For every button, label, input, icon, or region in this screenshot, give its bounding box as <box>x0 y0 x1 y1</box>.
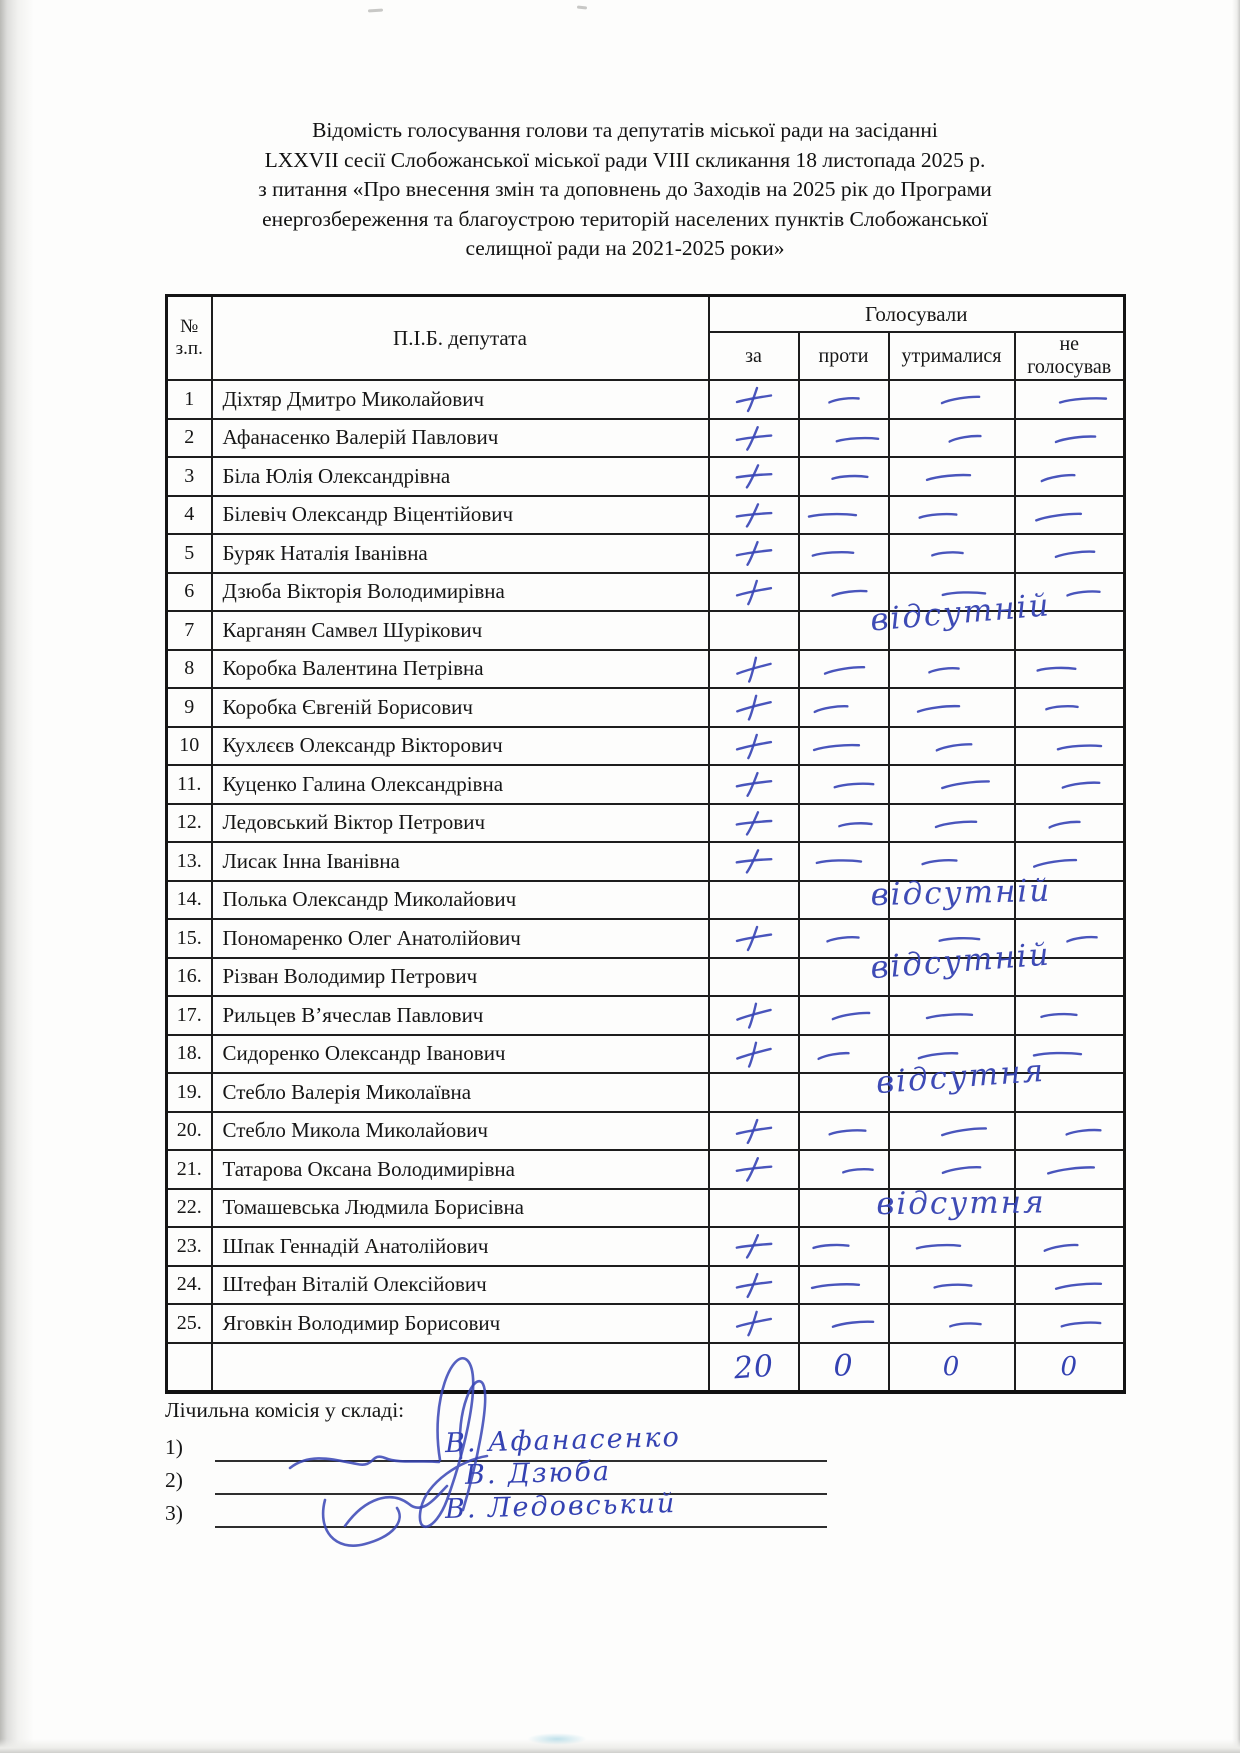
vote-dash-mark <box>933 738 974 753</box>
vote-dash-mark <box>1039 1007 1080 1022</box>
cell-za <box>709 573 799 612</box>
title-line: з питання «Про внесення змін та доповнень до Заходів на 2025 рік до Програми <box>258 177 992 201</box>
cell-za <box>709 1189 799 1228</box>
deputy-name: Дзюба Вікторія Володимирівна <box>212 573 709 612</box>
vote-plus-mark <box>732 1231 774 1262</box>
row-number: 19. <box>167 1073 212 1112</box>
table-row <box>167 534 1125 573</box>
total-utrymalysia: 0 <box>889 1343 1015 1392</box>
header-deputy-name: П.І.Б. депутата <box>212 296 709 381</box>
scan-smudge <box>527 1733 587 1745</box>
deputy-name: Штефан Віталій Олексійович <box>212 1266 709 1305</box>
scan-artifact <box>577 5 587 9</box>
cell-proty <box>799 650 889 689</box>
cell-utrymalysia <box>889 496 1015 535</box>
vote-dash-mark <box>1064 1124 1103 1137</box>
row-number: 22. <box>167 1189 212 1228</box>
table-row <box>167 419 1125 458</box>
commission-member-line <box>165 1487 885 1532</box>
vote-dash-mark <box>829 469 870 484</box>
cell-utrymalysia <box>889 1150 1015 1189</box>
vote-dash-mark <box>811 739 862 753</box>
cell-proty <box>799 1266 889 1305</box>
document-title <box>150 116 1100 264</box>
deputy-name: Шпак Геннадій Анатолійович <box>212 1227 709 1266</box>
title-line: енергозбереження та благоустрою територій населених пунктів Слобожанської <box>262 206 988 231</box>
vote-dash-mark <box>1039 470 1078 485</box>
vote-dash-mark <box>924 470 973 484</box>
cell-za <box>709 881 799 920</box>
cell-proty <box>799 587 1052 650</box>
vote-dash-mark <box>834 431 881 446</box>
cell-utrymalysia <box>889 765 1015 804</box>
vote-dash-mark <box>938 1122 989 1138</box>
cell-ne-holosuvav <box>1015 1227 1125 1266</box>
table-row <box>167 1112 1125 1151</box>
table-row <box>167 457 1125 496</box>
counting-commission <box>165 1398 885 1532</box>
vote-plus-mark <box>733 423 775 453</box>
deputy-name: Діхтяр Дмитро Миколайович <box>212 380 709 419</box>
vote-plus-mark <box>732 807 774 838</box>
cell-za <box>709 380 799 419</box>
cell-proty <box>799 1183 1046 1228</box>
cell-za <box>709 534 799 573</box>
cell-ne-holosuvav <box>1015 996 1125 1035</box>
absent-note: відсутній <box>868 587 1052 639</box>
vote-plus-mark <box>733 731 774 760</box>
cell-proty <box>799 1304 889 1343</box>
table-row <box>167 1304 1125 1343</box>
table-row <box>167 1150 1125 1189</box>
row-number: 10 <box>167 727 212 766</box>
table-row <box>167 496 1125 535</box>
cell-ne-holosuvav <box>1015 457 1125 496</box>
vote-dash-mark <box>1053 1278 1104 1292</box>
scan-edge-right <box>1232 0 1240 1753</box>
vote-dash-mark <box>916 508 958 522</box>
cell-za <box>709 804 799 843</box>
cell-za <box>709 1227 799 1266</box>
row-number: 18. <box>167 1035 212 1074</box>
table-row <box>167 1266 1125 1305</box>
vote-dash-mark <box>811 701 850 716</box>
deputy-name: Кухлєєв Олександр Вікторович <box>212 727 709 766</box>
cell-za <box>709 419 799 458</box>
vote-plus-mark <box>732 999 774 1031</box>
absent-note: відсутній <box>869 872 1052 913</box>
total-ne-holosuvav: 0 <box>1015 1343 1125 1392</box>
vote-dash-mark <box>932 816 978 830</box>
row-number: 3 <box>167 457 212 496</box>
vote-dash-mark <box>813 853 864 869</box>
header-ne-holosuvav: не голосував <box>1015 332 1125 380</box>
member-number: 1) <box>165 1435 183 1459</box>
cell-za <box>709 842 799 881</box>
cell-utrymalysia <box>889 419 1015 458</box>
vote-dash-mark <box>946 430 983 445</box>
vote-plus-mark <box>733 1270 774 1299</box>
vote-plus-mark <box>733 538 774 568</box>
vote-dash-mark <box>1045 1162 1098 1177</box>
member-number: 2) <box>165 1468 183 1492</box>
row-number: 2 <box>167 419 212 458</box>
absent-note: відсутня <box>875 1183 1046 1222</box>
cell-proty <box>799 688 889 727</box>
cell-za <box>709 727 799 766</box>
vote-dash-mark <box>840 1163 875 1178</box>
vote-dash-mark <box>816 1047 852 1062</box>
absent-note: відсутня <box>874 1052 1046 1102</box>
table-row <box>167 1227 1125 1266</box>
vote-dash-mark <box>809 546 855 560</box>
cell-utrymalysia <box>889 380 1015 419</box>
cell-ne-holosuvav <box>1015 496 1125 535</box>
cell-utrymalysia <box>889 1112 1015 1151</box>
row-number: 5 <box>167 534 212 573</box>
cell-utrymalysia <box>889 727 1015 766</box>
row-number: 14. <box>167 881 212 920</box>
row-number: 13. <box>167 842 212 881</box>
cell-ne-holosuvav <box>1015 765 1125 804</box>
row-number: 7 <box>167 611 212 650</box>
cell-ne-holosuvav <box>1015 650 1125 689</box>
cell-ne-holosuvav <box>1015 534 1125 573</box>
cell-utrymalysia <box>889 688 1015 727</box>
signature-name: В. Ледовський <box>444 1487 677 1526</box>
vote-dash-mark <box>806 506 860 522</box>
table-row <box>167 611 1125 650</box>
deputy-name: Карганян Самвел Шурікович <box>212 611 709 650</box>
header-proty: проти <box>799 332 889 380</box>
cell-ne-holosuvav <box>1015 419 1125 458</box>
vote-dash-mark <box>915 701 962 716</box>
vote-dash-mark <box>940 1162 984 1177</box>
deputy-name: Лисак Інна Іванівна <box>212 842 709 881</box>
vote-plus-mark <box>733 1154 775 1185</box>
cell-utrymalysia <box>889 1304 1015 1343</box>
deputy-name: Куценко Галина Олександрівна <box>212 765 709 804</box>
scan-edge-bottom <box>0 1739 1240 1753</box>
vote-plus-mark <box>734 385 774 413</box>
cell-utrymalysia <box>889 650 1015 689</box>
deputy-name: Коробка Євгеній Борисович <box>212 688 709 727</box>
cell-utrymalysia <box>889 457 1015 496</box>
cell-za <box>709 1112 799 1151</box>
cell-utrymalysia <box>889 804 1015 843</box>
cell-ne-holosuvav <box>1015 1150 1125 1189</box>
cell-utrymalysia <box>889 996 1015 1035</box>
cell-proty <box>799 804 889 843</box>
cell-ne-holosuvav <box>1015 1112 1125 1151</box>
vote-dash-mark <box>1031 854 1080 870</box>
vote-dash-mark <box>1032 508 1084 524</box>
member-number: 3) <box>165 1501 183 1525</box>
cell-proty <box>799 872 1052 920</box>
cell-ne-holosuvav <box>1015 727 1125 766</box>
vote-dash-mark <box>1055 739 1104 753</box>
vote-plus-mark <box>733 769 774 799</box>
header-utrymalysia: утрималися <box>889 332 1015 380</box>
vote-plus-mark <box>733 577 774 606</box>
vote-dash-mark <box>939 391 983 407</box>
cell-za <box>709 611 799 650</box>
cell-za <box>709 1266 799 1305</box>
row-number: 16. <box>167 958 212 997</box>
deputy-name: Буряк Наталія Іванівна <box>212 534 709 573</box>
vote-dash-mark <box>827 1124 868 1137</box>
vote-dash-mark <box>948 1317 984 1332</box>
vote-dash-mark <box>924 1009 975 1023</box>
table-row <box>167 1073 1125 1112</box>
deputy-name: Білевіч Олександр Віцентійович <box>212 496 709 535</box>
deputy-name: Коробка Валентина Петрівна <box>212 650 709 689</box>
cell-proty <box>799 765 889 804</box>
deputy-name: Біла Юлія Олександрівна <box>212 457 709 496</box>
row-number: 15. <box>167 919 212 958</box>
vote-dash-mark <box>1053 546 1097 560</box>
cell-za <box>709 765 799 804</box>
table-row <box>167 1189 1125 1228</box>
cell-za <box>709 457 799 496</box>
vote-dash-mark <box>930 546 966 561</box>
vote-plus-mark <box>732 1038 774 1070</box>
vote-dash-mark <box>1046 816 1082 831</box>
cell-proty <box>799 935 1052 997</box>
cell-ne-holosuvav <box>1015 804 1125 843</box>
vote-dash-mark <box>824 932 860 945</box>
row-number: 20. <box>167 1112 212 1151</box>
voting-table <box>165 294 1126 1394</box>
vote-dash-mark <box>939 776 993 792</box>
cell-za <box>709 919 799 958</box>
totals-empty-num <box>167 1343 212 1392</box>
vote-dash-mark <box>827 393 861 406</box>
vote-dash-mark <box>1059 1317 1103 1331</box>
vote-plus-mark <box>732 653 775 685</box>
deputy-name: Рильцев В’ячеслав Павлович <box>212 996 709 1035</box>
vote-dash-mark <box>931 1277 974 1292</box>
scan-edge-left <box>0 0 34 1753</box>
cell-za <box>709 1150 799 1189</box>
row-number: 21. <box>167 1150 212 1189</box>
table-row <box>167 727 1125 766</box>
deputy-name: Яговкін Володимир Борисович <box>212 1304 709 1343</box>
table-row <box>167 688 1125 727</box>
deputy-name: Ледовський Віктор Петрович <box>212 804 709 843</box>
table-row <box>167 996 1125 1035</box>
header-za: за <box>709 332 799 380</box>
deputy-name: Різван Володимир Петрович <box>212 958 709 997</box>
cell-za <box>709 1073 799 1112</box>
cell-proty <box>799 727 889 766</box>
row-number: 25. <box>167 1304 212 1343</box>
table-body <box>167 380 1125 1343</box>
vote-dash-mark <box>920 855 959 868</box>
row-number: 17. <box>167 996 212 1035</box>
vote-dash-mark <box>830 585 869 598</box>
total-proty: 0 <box>799 1343 889 1392</box>
row-number: 24. <box>167 1266 212 1305</box>
cell-proty <box>799 496 889 535</box>
cell-proty <box>799 419 889 458</box>
totals-row <box>167 1343 1125 1392</box>
cell-proty <box>799 1052 1046 1112</box>
cell-proty <box>799 1150 889 1189</box>
cell-proty <box>799 1112 889 1151</box>
cell-utrymalysia <box>889 1266 1015 1305</box>
cell-utrymalysia <box>889 1227 1015 1266</box>
deputy-name: Татарова Оксана Володимирівна <box>212 1150 709 1189</box>
cell-za <box>709 688 799 727</box>
vote-plus-mark <box>732 460 774 492</box>
deputy-name: Стебло Валерія Миколаївна <box>212 1073 709 1112</box>
vote-dash-mark <box>822 661 868 677</box>
cell-za <box>709 1304 799 1343</box>
vote-dash-mark <box>926 662 960 675</box>
signature-name: В. Дзюба <box>464 1456 612 1491</box>
row-number: 4 <box>167 496 212 535</box>
table-row <box>167 765 1125 804</box>
row-number: 12. <box>167 804 212 843</box>
cell-za <box>709 650 799 689</box>
cell-proty <box>799 996 889 1035</box>
cell-proty <box>799 380 889 419</box>
vote-dash-mark <box>1042 1240 1081 1255</box>
absent-note: відсутній <box>868 935 1052 986</box>
deputy-name: Полька Олександр Миколайович <box>212 881 709 920</box>
commission-label: Лічильна комісія у складі: <box>165 1398 405 1422</box>
cell-za <box>709 496 799 535</box>
row-number: 23. <box>167 1227 212 1266</box>
vote-dash-mark <box>810 1238 851 1253</box>
cell-za <box>709 958 799 997</box>
vote-dash-mark <box>837 816 875 831</box>
header-voted-group: Голосували <box>709 296 1125 333</box>
vote-dash-mark <box>1034 660 1078 676</box>
table-row <box>167 380 1125 419</box>
row-number: 8 <box>167 650 212 689</box>
table-row <box>167 804 1125 843</box>
cell-ne-holosuvav <box>1015 380 1125 419</box>
vote-dash-mark <box>1044 700 1081 715</box>
title-line: селищної ради на 2021-2025 роки» <box>465 236 785 260</box>
cell-utrymalysia <box>889 534 1015 573</box>
cell-proty <box>799 534 889 573</box>
vote-dash-mark <box>1057 393 1109 406</box>
title-line: LXXVII сесії Слобожанської міської ради VIII скликання 18 листопада 2025 р. <box>264 147 986 172</box>
vote-dash-mark <box>829 1007 872 1022</box>
vote-dash-mark <box>914 1239 963 1254</box>
row-number: 9 <box>167 688 212 727</box>
cell-proty <box>799 457 889 496</box>
table-row <box>167 650 1125 689</box>
row-number: 1 <box>167 380 212 419</box>
vote-plus-mark <box>733 1309 774 1338</box>
totals-empty-name <box>212 1343 709 1392</box>
vote-dash-mark <box>1053 431 1098 446</box>
vote-plus-mark <box>733 924 773 952</box>
row-number: 11. <box>167 765 212 804</box>
deputy-name: Пономаренко Олег Анатолійович <box>212 919 709 958</box>
cell-ne-holosuvav <box>1015 1266 1125 1305</box>
total-za: 20 <box>707 1339 800 1394</box>
vote-dash-mark <box>831 778 875 792</box>
title-line: Відомість голосування голови та депутатів міської ради на засіданні <box>312 118 938 142</box>
cell-ne-holosuvav <box>1015 1304 1125 1343</box>
deputy-name: Афанасенко Валерій Павлович <box>212 419 709 458</box>
header-row-number: № з.п. <box>167 296 212 381</box>
row-number: 6 <box>167 573 212 612</box>
signature-name: В. Афанасенко <box>444 1421 682 1460</box>
table-row <box>167 958 1125 997</box>
vote-plus-mark <box>732 499 774 530</box>
vote-plus-mark <box>733 1116 773 1145</box>
cell-proty <box>799 842 889 881</box>
vote-dash-mark <box>1060 777 1102 791</box>
scan-artifact <box>368 8 383 12</box>
deputy-name: Томашевська Людмила Борисівна <box>212 1189 709 1228</box>
vote-plus-mark <box>732 692 774 723</box>
cell-ne-holosuvav <box>1015 688 1125 727</box>
deputy-name: Сидоренко Олександр Іванович <box>212 1035 709 1074</box>
vote-dash-mark <box>809 1278 862 1292</box>
vote-dash-mark <box>829 1316 875 1330</box>
cell-za <box>709 996 799 1035</box>
cell-za <box>709 1035 799 1074</box>
cell-proty <box>799 1227 889 1266</box>
vote-plus-mark <box>732 845 774 877</box>
table-row <box>167 881 1125 920</box>
deputy-name: Стебло Микола Миколайович <box>212 1112 709 1151</box>
